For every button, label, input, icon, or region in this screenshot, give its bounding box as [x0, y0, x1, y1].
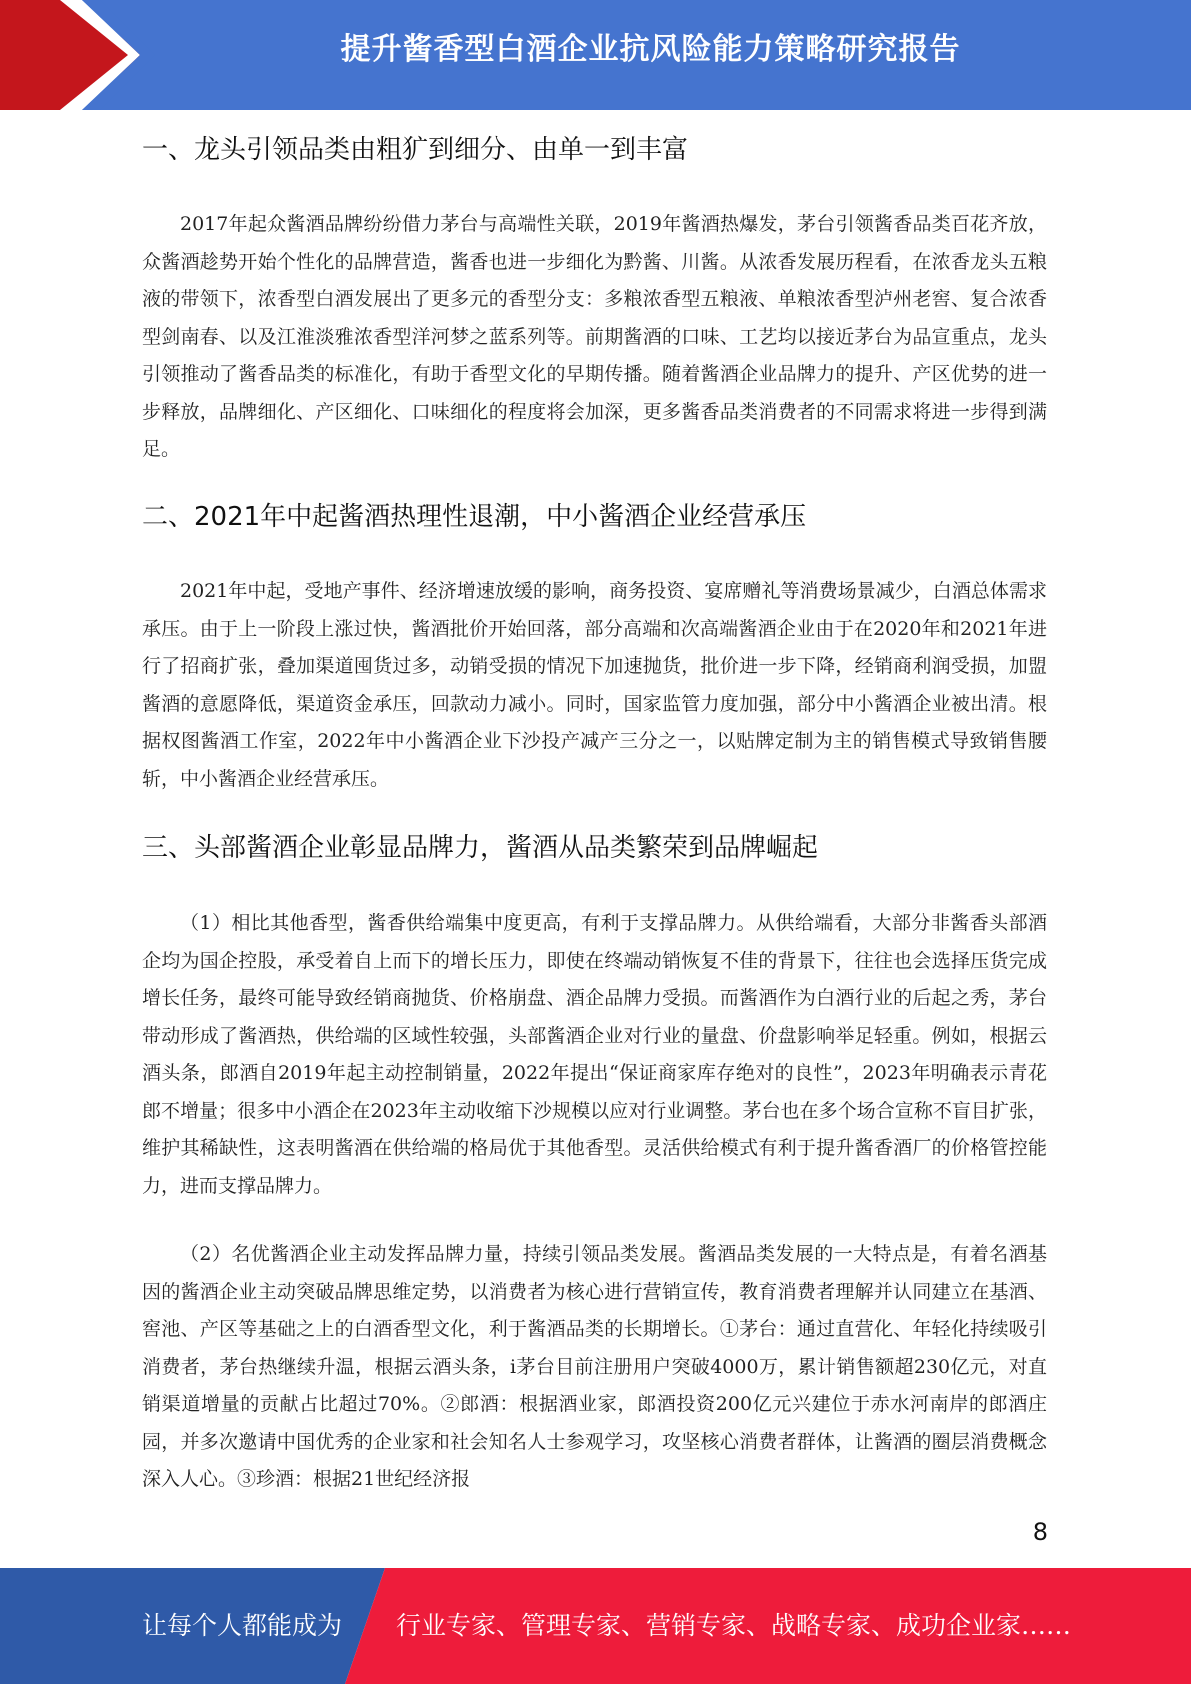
footer-slogan-left: 让每个人都能成为 [142, 1611, 343, 1640]
section-2-paragraph: 2021年中起，受地产事件、经济增速放缓的影响，商务投资、宴席赠礼等消费场景减少，白酒总体需求承压。由于上一阶段上涨过快，酱酒批价开始回落，部分高端和次高端酱酒企业由于在2020年和2021年进行了招商扩张，叠加渠道囤货过多，动销受损的情况下加速抛货，批价进一步下降，经销商利润受损，加盟酱酒的意愿降低，渠道资金承压，回款动力减小。同时，国家监管力度加强，部分中小酱酒企业被出清。根据权图酱酒工作室，2022年中小酱酒企业下沙投产减产三分之一，以贴牌定制为主的销售模式导致销售腰斩，中小酱酒企业经营承压。 [142, 580, 1047, 790]
page-number: 8 [1032, 1518, 1048, 1546]
page-footer [0, 1568, 1191, 1684]
footer-slogan-right: 行业专家、管理专家、营销专家、战略专家、成功企业家…… [396, 1611, 1072, 1640]
section-heading-3: 三、头部酱酒企业彰显品牌力，酱酒从品类繁荣到品牌崛起 [142, 833, 819, 863]
report-title: 提升酱香型白酒企业抗风险能力策略研究报告 [340, 32, 961, 67]
section-heading-1: 一、龙头引领品类由粗犷到细分、由单一到丰富 [142, 135, 689, 165]
page-header [0, 0, 1191, 110]
section-3-paragraph-2: （2）名优酱酒企业主动发挥品牌力量，持续引领品类发展。酱酒品类发展的一大特点是，有着名酒基因的酱酒企业主动突破品牌思维定势，以消费者为核心进行营销宣传，教育消费者理解并认同建立在基酒、窖池、产区等基础之上的白酒香型文化，利于酱酒品类的长期增长。①茅台：通过直营化、年轻化持续吸引消费者，茅台热继续升温，根据云酒头条，i茅台目前注册用户突破4000万，累计销售额超230亿元，对直销渠道增量的贡献占比超过70%。②郎酒：根据酒业家，郎酒投资200亿元兴建位于赤水河南岸的郎酒庄园，并多次邀请中国优秀的企业家和社会知名人士参观学习，攻坚核心消费者群体，让酱酒的圈层消费概念深入人心。③珍酒：根据21世纪经济报 [142, 1243, 1047, 1490]
section-1-paragraph: 2017年起众酱酒品牌纷纷借力茅台与高端性关联，2019年酱酒热爆发，茅台引领酱香品类百花齐放，众酱酒趁势开始个性化的品牌营造，酱香也进一步细化为黔酱、川酱。从浓香发展历程看，在浓香龙头五粮液的带领下，浓香型白酒发展出了更多元的香型分支：多粮浓香型五粮液、单粮浓香型泸州老窖、复合浓香型剑南春、以及江淮淡雅浓香型洋河梦之蓝系列等。前期酱酒的口味、工艺均以接近茅台为品宣重点，龙头引领推动了酱香品类的标准化，有助于香型文化的早期传播。随着酱酒企业品牌力的提升、产区优势的进一步释放，品牌细化、产区细化、口味细化的程度将会加深，更多酱香品类消费者的不同需求将进一步得到满足。 [142, 213, 1047, 460]
section-heading-2: 二、2021年中起酱酒热理性退潮，中小酱酒企业经营承压 [142, 502, 807, 532]
section-3-paragraph-1: （1）相比其他香型，酱香供给端集中度更高，有利于支撑品牌力。从供给端看，大部分非酱香头部酒企均为国企控股，承受着自上而下的增长压力，即使在终端动销恢复不佳的背景下，往往也会选择压货完成增长任务，最终可能导致经销商抛货、价格崩盘、酒企品牌力受损。而酱酒作为白酒行业的后起之秀，茅台带动形成了酱酒热，供给端的区域性较强，头部酱酒企业对行业的量盘、价盘影响举足轻重。例如，根据云酒头条，郎酒自2019年起主动控制销量，2022年提出“保证商家库存绝对的良性”，2023年明确表示青花郎不增量；很多中小酒企在2023年主动收缩下沙规模以应对行业调整。茅台也在多个场合宣称不盲目扩张，维护其稀缺性，这表明酱酒在供给端的格局优于其他香型。灵活供给模式有利于提升酱香酒厂的价格管控能力，进而支撑品牌力。 [142, 912, 1047, 1197]
